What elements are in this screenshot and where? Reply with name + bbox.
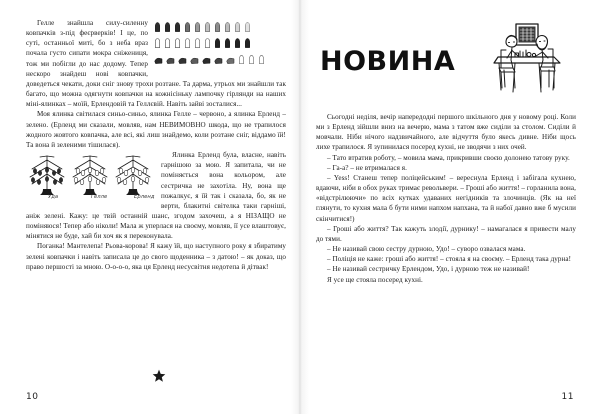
chapter-header: [316, 20, 576, 106]
cap-tilted-icon: [154, 57, 163, 65]
cap-icon: [214, 22, 221, 33]
cap-icon: [238, 55, 245, 65]
right-paragraph-3: – Га-а? – не втрималася я.: [327, 163, 407, 172]
mini-christmas-trees-illustration: [26, 153, 154, 202]
cap-icon: [174, 22, 181, 33]
christmas-tree-icon: [26, 153, 68, 199]
right-paragraph-4: – Yess! Станеш тепер поліцейським! – вереснула Ерленд і забігала кухнею, вдаючи, ніби в обох руках тримає револьвери. – Гроші або життя! – горланила вона, «відстрілюючи» по всіх кутках удаваних негідників та злочинців. (Як на неї глянути, то кухня мала б бути ними напхом напхана, та й набої давно вже б мусили скінчитися!): [316, 173, 576, 223]
left-paragraph-3: Ялинка Ерленд була, власне, навіть гарнішою за мою. Я запитала, чи не поміняється вона кольором, але сестричка не захотіла. Ну, вона ще пожалкує, я їй так і сказала, бо, як не верти, блакитні світелка таки гарніші, аніж зелені. Кажу: це твій останній шанс, згодом захочеш, а я НІЗАЩО не поміняюся! Тепер або ніколи! Мала ж уперлася на своєму, мовляв, її усе влаштовує, мінятися не буде, хай би хоч як я переконувала.: [26, 151, 286, 241]
cap-icon: [204, 38, 211, 49]
left-page-text-column: [26, 18, 286, 272]
cap-tilted-icon: [214, 57, 223, 65]
cap-icon: [234, 22, 241, 33]
right-page-text-column: [316, 112, 576, 285]
right-paragraph-9: Я усе ще стояла посеред кухні.: [327, 275, 423, 284]
cap-icon: [194, 38, 201, 49]
cap-icon: [248, 55, 255, 65]
cap-icon: [154, 22, 161, 33]
right-paragraph-2: – Тато втратив роботу, – мовила мама, прикривши своєю долонею татову руку.: [327, 153, 570, 162]
caps-row: [154, 20, 286, 33]
chapter-title: НОВИНА: [320, 46, 456, 77]
right-paragraph-5: – Гроші або життя? Так кажуть злодії, дурнику! – намагалася я привести малу до тями.: [316, 224, 576, 243]
cap-tilted-icon: [166, 57, 175, 65]
right-paragraph-6: – Не називай свою сестру дурною, Удо! – суворо озвалася мама.: [327, 245, 526, 254]
trees-row: [26, 153, 154, 202]
left-paragraph-1: Гелле знайшла силу-силенну ковпачків з-під феєрверків! І це, по суті, останньої миті, бо з неба враз почала густо сипати мокра сніжениця, тож ми побігли до нас додому. Тепер нескоро знайдеш нові ковпачки, доведеться чекати, доки сніг знову трохи розтане. Та дарма, утрьох ми знайшли так багато, що можна одягнути ковпачки на кожнісіньку лампочку гірлянди на наших міні-ялинках – моїй, Ерлендовій та Геллєвій. Навіть зайві зосталися...: [26, 19, 286, 109]
cap-icon: [154, 38, 161, 49]
folio-right: 11: [561, 392, 574, 402]
star-icon: [152, 369, 166, 383]
cap-icon: [194, 22, 201, 33]
cap-tilted-icon: [190, 57, 199, 65]
cap-tilted-icon: [226, 57, 235, 65]
left-paragraph-2: Моя ялинка світилася синьо-синьо, ялинка Гелле – червоно, а ялинка Ерленд – зелено. (Ерленд ми сказали, мовляв, нам НЕВИМОВНО шкода, що не трапилося жодного жовтого ковпачка, але всі, які лиш знайдемо, коли розтане сніг, віддамо їй! Та вона й зеленими тішилася).: [26, 110, 286, 149]
left-paragraph-4: Поганка! Мантелепа! Рьова-корова! Я кажу їй, що наступного року я збиратиму зелені ковпачки і навіть записала це до свого щоденника – з датою! – як доказ, що право першості за мною. О-о-о-о, яка ця Ерленд несусвітня недотепа й дітвак!: [26, 242, 286, 271]
tree-uda: [26, 153, 68, 202]
folio-left: 10: [26, 392, 39, 402]
cap-icon: [164, 38, 171, 49]
right-paragraph-1: Сьогодні неділя, вечір напередодні першого шкільного дня у новому році. Коли ми з Ерленд зійшли вниз на вечерю, мама з татом вже сиділи за столом. Сиділи й мовчали. Ніби нічого надзвичайного, але відчуття було якесь дивне. Ніби щось лихе трапилося. Я зупинилася посеред кухні, не зводячи з них очей.: [316, 113, 576, 152]
cap-icon: [234, 38, 241, 49]
cap-tilted-icon: [202, 57, 211, 65]
cap-icon: [214, 38, 221, 49]
cap-icon: [184, 22, 191, 33]
cap-icon: [244, 22, 251, 33]
cap-icon: [258, 55, 265, 65]
cap-icon: [184, 38, 191, 49]
caps-row: [154, 36, 286, 49]
cap-icon: [224, 38, 231, 49]
tree-label-helle: Гелле: [91, 194, 108, 201]
right-page: [300, 0, 600, 414]
firework-caps-ornament: [154, 20, 286, 68]
tree-erlend: [112, 153, 154, 202]
cap-icon: [204, 22, 211, 33]
right-paragraph-8: – Не називай сестричку Ерлендом, Удо, і дурною теж не називай!: [327, 265, 530, 274]
cap-icon: [224, 22, 231, 33]
tree-label-uda: Уда: [48, 194, 59, 201]
tree-helle: [69, 153, 111, 202]
right-paragraph-7: – Поліція не каже: гроші або життя! – стояла я на своєму. – Ерленд така дурна!: [327, 255, 572, 264]
cap-tilted-icon: [178, 57, 187, 65]
kitchen-scene-icon: [482, 20, 570, 100]
tree-label-erlend: Ерленд: [134, 194, 155, 201]
cap-icon: [174, 38, 181, 49]
cap-icon: [244, 38, 251, 49]
caps-row: [154, 52, 286, 65]
family-at-kitchen-table-illustration: [482, 20, 570, 105]
star-ornament: [152, 369, 166, 388]
cap-icon: [164, 22, 171, 33]
